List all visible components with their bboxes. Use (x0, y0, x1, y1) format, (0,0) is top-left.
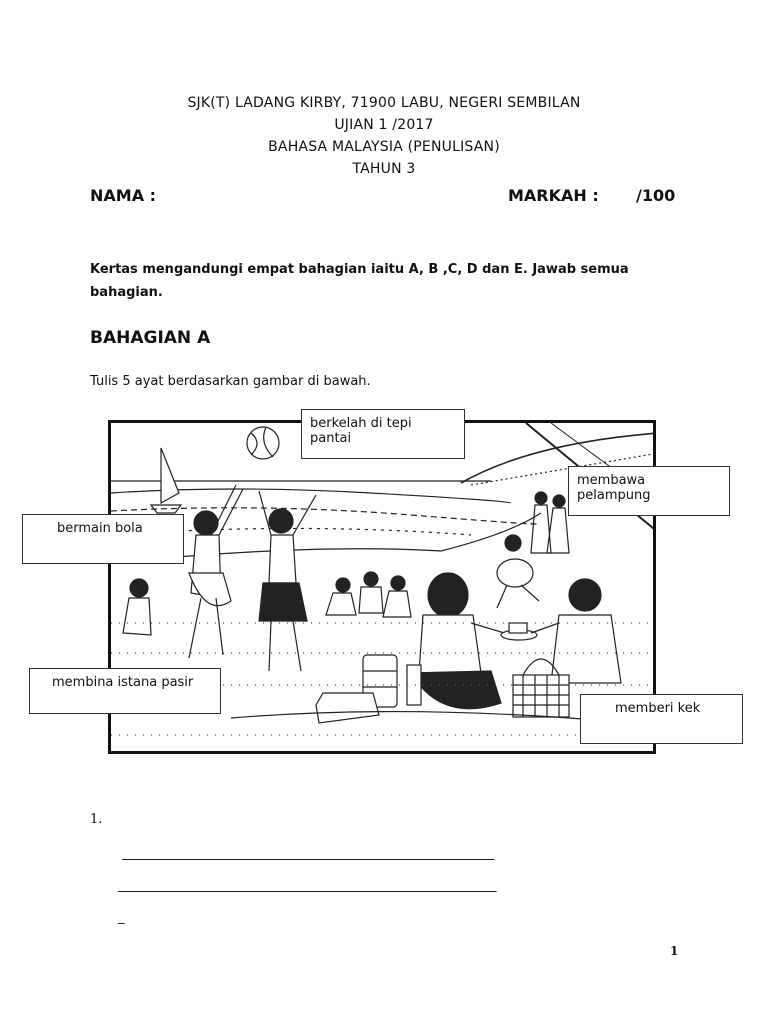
answer-line-3[interactable]: _ (118, 910, 124, 925)
markah-label: MARKAH : (508, 186, 599, 205)
exam-title: UJIAN 1 /2017 (334, 117, 434, 133)
section-title: BAHAGIAN A (90, 328, 211, 348)
nama-label: NAMA : (90, 186, 157, 205)
document-header (0, 92, 768, 180)
label-bermain-bola: bermain bola (22, 514, 184, 564)
school-name: SJK(T) LADANG KIRBY, 71900 LABU, NEGERI SEMBILAN (187, 95, 581, 111)
task-instruction: Tulis 5 ayat berdasarkan gambar di bawah. (90, 374, 371, 389)
label-berkelah: berkelah di tepi pantai (301, 409, 465, 459)
question-number: 1. (90, 812, 103, 827)
label-memberi-kek: memberi kek (580, 694, 743, 744)
year-title: TAHUN 3 (352, 161, 416, 177)
label-istana-pasir: membina istana pasir (29, 668, 221, 714)
answer-line-1[interactable]: ______________________________________________________________ (122, 846, 494, 861)
markah-value: /100 (636, 186, 676, 205)
page-number: 1 (670, 944, 679, 958)
label-pelampung: membawa pelampung (568, 466, 730, 516)
instructions: Kertas mengandungi empat bahagian iaitu A, B ,C, D dan E. Jawab semua bahagian. (90, 262, 629, 300)
subject-title: BAHASA MALAYSIA (PENULISAN) (268, 139, 500, 155)
answer-line-2[interactable]: _______________________________________________________________ (118, 878, 496, 893)
